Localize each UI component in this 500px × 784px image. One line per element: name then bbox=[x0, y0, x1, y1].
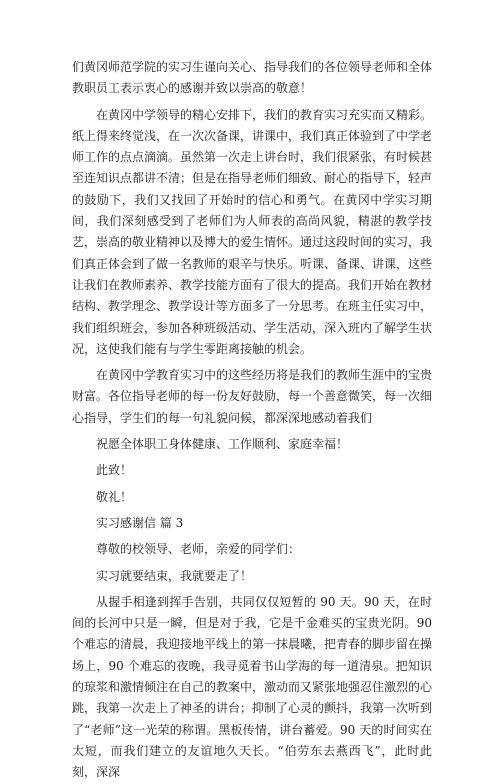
section-heading: 实习感谢信 篇 3 bbox=[96, 515, 184, 530]
paragraph-valuable-experience: 在黄冈中学教育实习中的这些经历将是我们的教师生涯中的宝贵财富。各位指导老师的每一份友好鼓励，每一个善意微笑，每一次细心指导，学生们的每一句礼貌问候，都深深地感动着我们 bbox=[72, 368, 433, 425]
paragraph-wishes: 祝愿全体职工身体健康、工作顺利、家庭幸福！ bbox=[96, 437, 349, 452]
letter-greeting: 尊敬的校领导、老师，亲爱的同学们： bbox=[96, 542, 301, 557]
paragraph-ninety-days: 从握手相逢到挥手告别，共同仅仅短暂的 90 天。90 天，在时间的长河中只是一瞬，但是对于我，它是千金难买的宝贵光阴。90 个难忘的清晨，我迎接地平线上的第一抹晨曦，把青春的脚步留在操场上，90 个难忘的夜晚，我寻觅着书山学海的每一道清泉。把知识的琼浆和激情倾注在自己的教案中，激动而又紧张地强忍住激烈的心跳，我第一次走上了神圣的讲台；抑制了心灵的颤抖，我第一次听到了“老师”这一光荣的称谓。黑板传情，讲台蓄爱。90 天的时间实在太短，而我们建立的友谊地久天长。“伯劳东去燕西飞”，此时此刻，深深 bbox=[72, 594, 433, 780]
paragraph-thanks-continued: 们黄冈师范学院的实习生谨向关心、指导我们的各位领导老师和全体教职员工表示衷心的感谢并致以崇高的敬意！ bbox=[72, 60, 433, 96]
paragraph-internship-experience: 在黄冈中学领导的精心安排下，我们的教育实习充实而又精彩。纸上得来终觉浅，在一次次备课，讲课中，我们真正体验到了中学老师工作的点点滴滴。虽然第一次走上讲台时，我们很紧张，有时候甚至连知识点都讲不清；但是在指导老师们细致、耐心的指导下，轻声的鼓励下，我们又找回了开始时的信心和勇气。在黄冈中学实习期间，我们深刻感受到了老师们为人师表的高尚风貌，精湛的教学技艺，崇高的敬业精神以及博大的爱生情怀。通过这段时间的实习，我们真正体会到了做一名教师的艰辛与快乐。听课、备课、讲课，这些让我们在教师素养、教学技能方面有了很大的提高。我们开始在教材结构、教学理念、教学设计等方面多了一分思考。在班主任实习中，我们组织班会，参加各种班级活动、学生活动，深入班内了解学生状况，这使我们能有与学生零距离接触的机会。 bbox=[72, 107, 433, 356]
closing-regards: 敬礼！ bbox=[96, 489, 133, 504]
document-body bbox=[72, 57, 432, 784]
closing-salutation: 此致！ bbox=[96, 463, 133, 478]
paragraph-ending-soon: 实习就要结束，我就要走了！ bbox=[96, 568, 253, 583]
